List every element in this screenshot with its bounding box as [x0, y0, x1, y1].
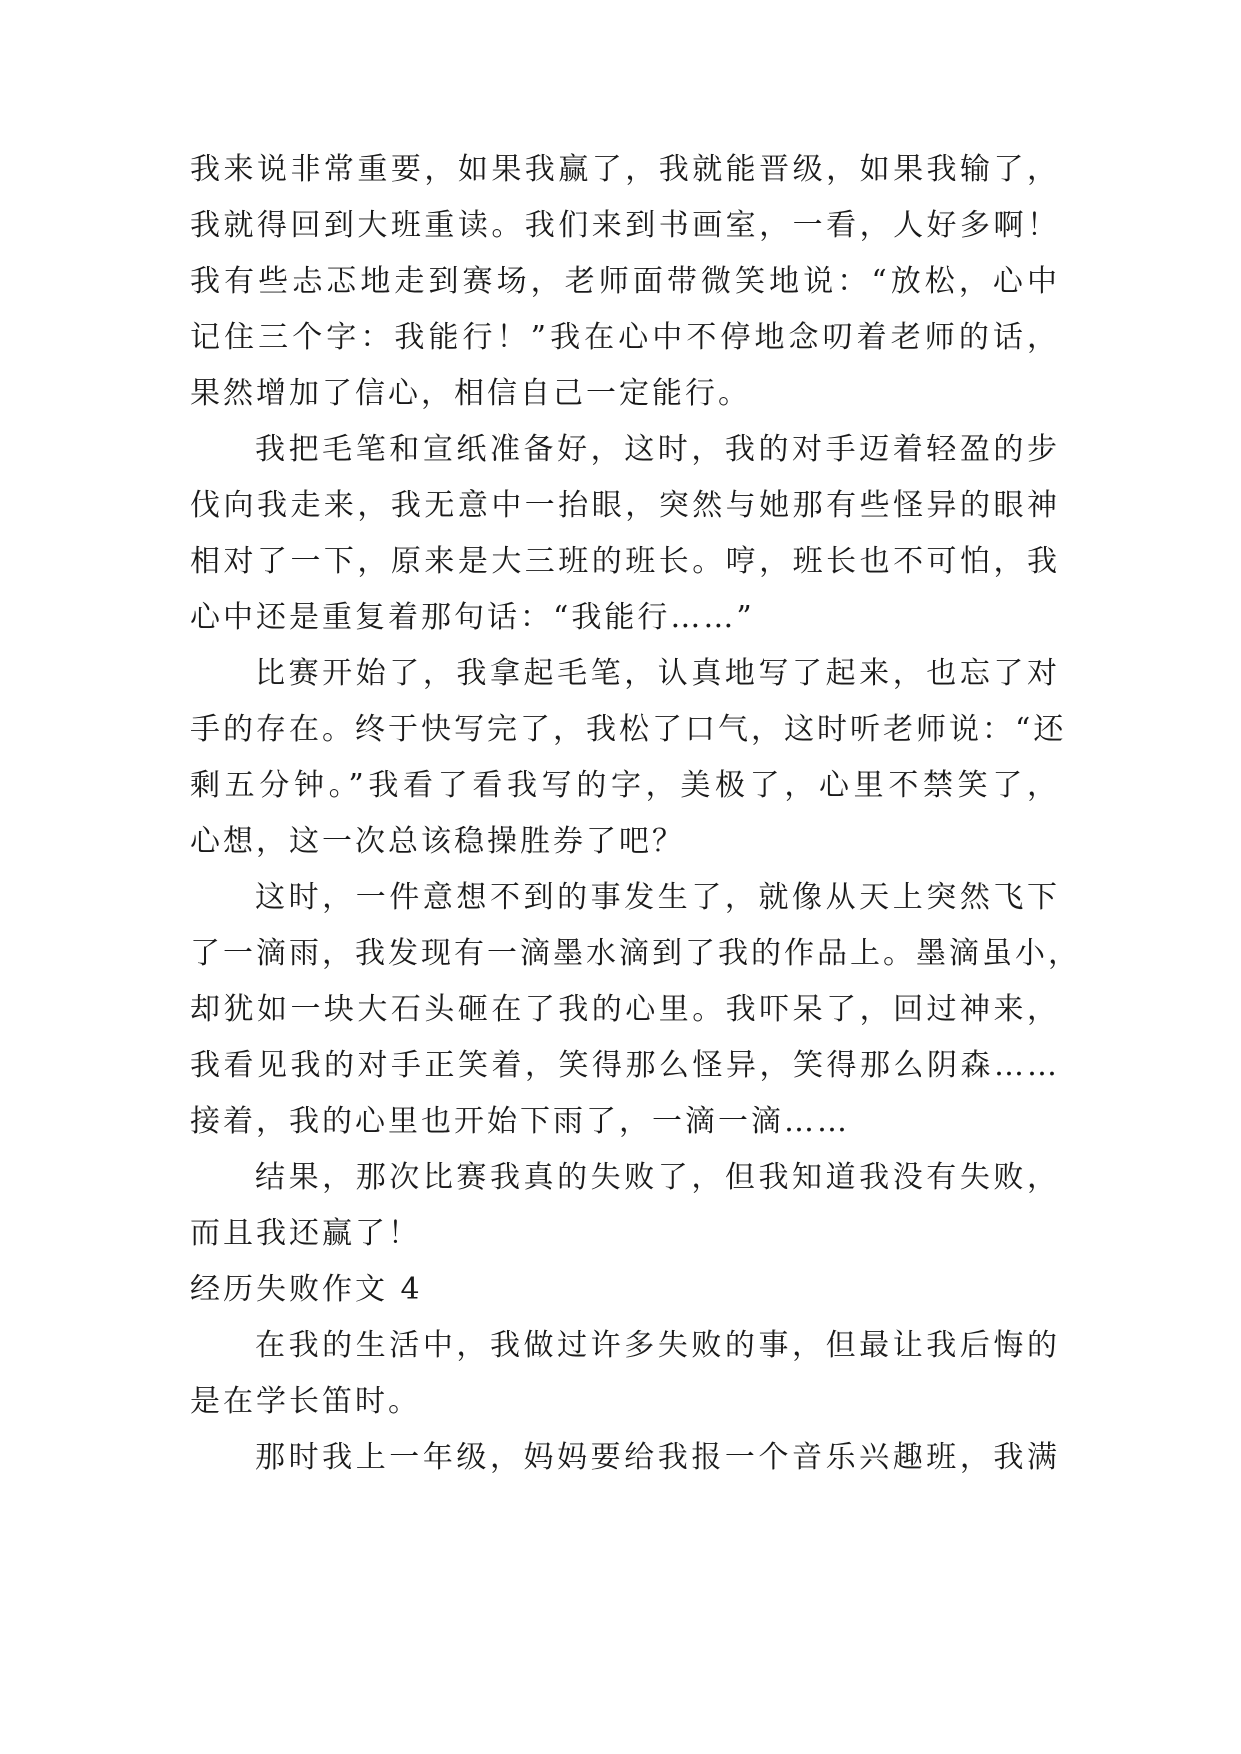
paragraph-first-line: 结果，那次比赛我真的失败了，但我知道我没有失败，: [255, 1160, 1060, 1195]
text-line: 而且我还赢了！: [190, 1216, 421, 1251]
paragraph-first-line: 那时我上一年级，妈妈要给我报一个音乐兴趣班，我满: [255, 1440, 1060, 1475]
text-line: 记住三个字：我能行！”我在心中不停地念叨着老师的话，: [190, 320, 1060, 355]
paragraph-first-line: 我把毛笔和宣纸准备好，这时，我的对手迈着轻盈的步: [255, 432, 1060, 467]
text-line: 心想，这一次总该稳操胜券了吧？: [190, 824, 685, 859]
text-line: 相对了一下，原来是大三班的班长。哼，班长也不可怕，我: [190, 544, 1060, 579]
text-line: 我来说非常重要，如果我赢了，我就能晋级，如果我输了，: [190, 152, 1060, 187]
text-line: 伐向我走来，我无意中一抬眼，突然与她那有些怪异的眼神: [190, 488, 1060, 523]
section-heading: 经历失败作文 4: [190, 1272, 423, 1307]
text-line: 手的存在。终于快写完了，我松了口气，这时听老师说：“还: [190, 712, 1067, 747]
text-line: 果然增加了信心，相信自己一定能行。: [190, 376, 751, 411]
text-line: 剩五分钟。”我看了看我写的字，美极了，心里不禁笑了，: [190, 768, 1060, 803]
text-line: 是在学长笛时。: [190, 1384, 421, 1419]
text-line: 却犹如一块大石头砸在了我的心里。我吓呆了，回过神来，: [190, 992, 1060, 1027]
paragraph-first-line: 在我的生活中，我做过许多失败的事，但最让我后悔的: [255, 1328, 1060, 1363]
text-line: 我有些忐忑地走到赛场，老师面带微笑地说：“放松，心中: [190, 264, 1060, 299]
paragraph-first-line: 这时，一件意想不到的事发生了，就像从天上突然飞下: [255, 880, 1060, 915]
text-line: 接着，我的心里也开始下雨了，一滴一滴……: [190, 1104, 850, 1139]
text-line: 了一滴雨，我发现有一滴墨水滴到了我的作品上。墨滴虽小，: [190, 936, 1081, 971]
text-line: 我看见我的对手正笑着，笑得那么怪异，笑得那么阴森……: [190, 1048, 1060, 1083]
text-line: 心中还是重复着那句话：“我能行……”: [190, 600, 755, 635]
text-line: 我就得回到大班重读。我们来到书画室，一看，人好多啊！: [190, 208, 1060, 243]
paragraph-first-line: 比赛开始了，我拿起毛笔，认真地写了起来，也忘了对: [255, 656, 1060, 691]
